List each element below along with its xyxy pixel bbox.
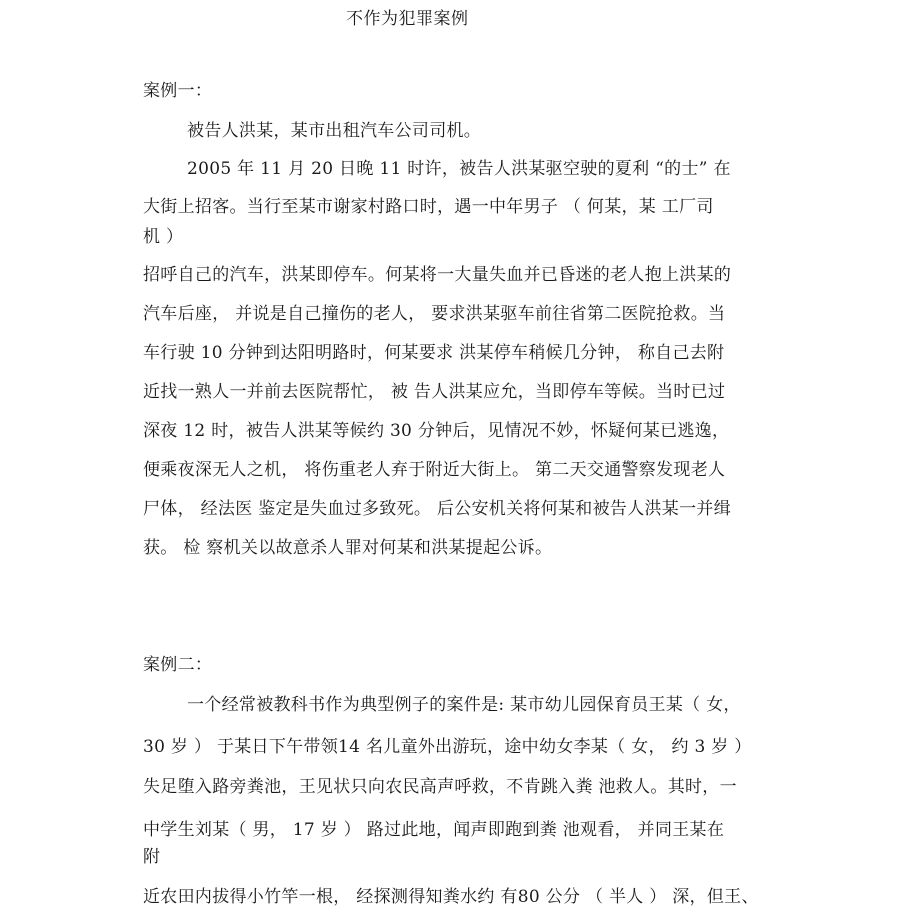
case1-line-5: 招呼自己的汽车，洪某即停车。何某将一大量失血并已昏迷的老人抱上洪某的 bbox=[143, 265, 732, 285]
case2-line-1: 一个经常被教科书作为典型例子的案件是: 某市幼儿园保育员王某（ 女， bbox=[187, 695, 741, 715]
case2-line-6: 近农田内拔得小竹竿一根， 经探测得知粪水约 有80 公分 （ 半人 ） 深，但王、 bbox=[143, 887, 759, 907]
case2-line-5: 附 bbox=[143, 847, 161, 867]
case1-line-8: 近找一熟人一并前去医院帮忙， 被 告人洪某应允，当即停车等候。当时已过 bbox=[143, 382, 726, 402]
case2-line-4: 中学生刘某（ 男， 17 岁 ） 路过此地，闻声即跑到粪 池观看， 并同王某在 bbox=[143, 820, 725, 840]
case1-line-10: 便乘夜深无人之机， 将伤重老人弃于附近大街上。 第二天交通警察发现老人 bbox=[143, 460, 726, 480]
case2-heading: 案例二： bbox=[143, 655, 213, 675]
case1-line-1: 被告人洪某，某市出租汽车公司司机。 bbox=[187, 121, 482, 141]
case1-line-11: 尸体， 经法医 鉴定是失血过多致死。 后公安机关将何某和被告人洪某一并缉 bbox=[143, 499, 732, 519]
case1-line-3: 大街上招客。当行至某市谢家村路口时，遇一中年男子 （ 何某，某 工厂司 bbox=[143, 197, 714, 217]
case1-line-7: 车行驶 10 分钟到达阳明路时，何某要求 洪某停车稍候几分钟， 称自己去附 bbox=[143, 343, 725, 363]
document-title: 不作为犯罪案例 bbox=[346, 9, 469, 29]
case2-line-3: 失足堕入路旁粪池，王见状只向农民高声呼救，不肯跳入粪 池救人。其时，一 bbox=[143, 777, 737, 797]
case1-line-6: 汽车后座， 并说是自己撞伤的老人， 要求洪某驱车前往省第二医院抢救。当 bbox=[143, 304, 726, 324]
case1-line-4: 机 ） bbox=[143, 227, 184, 247]
case2-line-2: 30 岁 ） 于某日下午带领14 名儿童外出游玩，途中幼女李某（ 女， 约 3 岁 ） bbox=[143, 737, 752, 757]
case1-line-2: 2005 年 11 月 20 日晚 11 时许，被告人洪某驱空驶的夏利 “的士” 在 bbox=[187, 159, 731, 179]
case1-line-9: 深夜 12 时，被告人洪某等候约 30 分钟后，见情况不妙，怀疑何某已逃逸， bbox=[143, 421, 730, 441]
case1-line-12: 获。 检 察机关以故意杀人罪对何某和洪某提起公诉。 bbox=[143, 538, 553, 558]
case1-heading: 案例一： bbox=[143, 81, 213, 101]
